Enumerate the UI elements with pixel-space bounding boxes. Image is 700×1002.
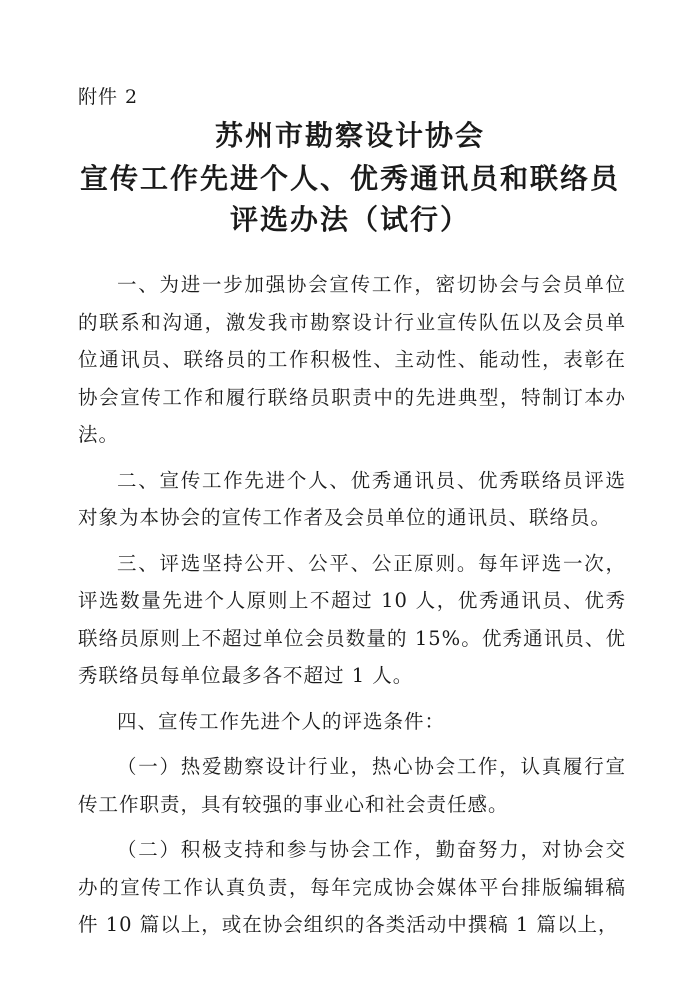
paragraph-4: 四、宣传工作先进个人的评选条件： bbox=[117, 709, 446, 733]
paragraph-1: 一、为进一步加强协会宣传工作，密切协会与会员单位的联系和沟通，激发我市勘察设计行业宣传队伍以及会员单位通讯员、联络员的工作积极性、主动性、能动性，表彰在协会宣传工作和履行联络员职责中的先进典型，特制订本办法。 bbox=[78, 273, 626, 446]
paragraph-3: 三、评选坚持公开、公平、公正原则。每年评选一次，评选数量先进个人原则上不超过 10 人，优秀通讯员、优秀联络员原则上不超过单位会员数量的 15%。优秀通讯员、优秀联络员每单位最多各不超过 1 人。 bbox=[78, 551, 626, 687]
paragraph-6: （二）积极支持和参与协会工作，勤奋努力，对协会交办的宣传工作认真负责，每年完成协会媒体平台排版编辑稿件 10 篇以上，或在协会组织的各类活动中撰稿 1 篇以上， bbox=[78, 838, 626, 936]
paragraph-5: （一）热爱勘察设计行业，热心协会工作，认真履行宣传工作职责，具有较强的事业心和社会责任感。 bbox=[78, 755, 626, 816]
document-body bbox=[78, 266, 626, 952]
paragraph-2: 二、宣传工作先进个人、优秀通讯员、优秀联络员评选对象为本协会的宣传工作者及会员单位的通讯员、联络员。 bbox=[78, 468, 626, 529]
title-line-2: 宣传工作先进个人、优秀通讯员和联络员 bbox=[79, 162, 620, 195]
attachment-label: 附件 2 bbox=[78, 86, 139, 108]
title-line-3: 评选办法（试行） bbox=[229, 203, 470, 236]
title-line-1: 苏州市勘察设计协会 bbox=[214, 119, 485, 152]
